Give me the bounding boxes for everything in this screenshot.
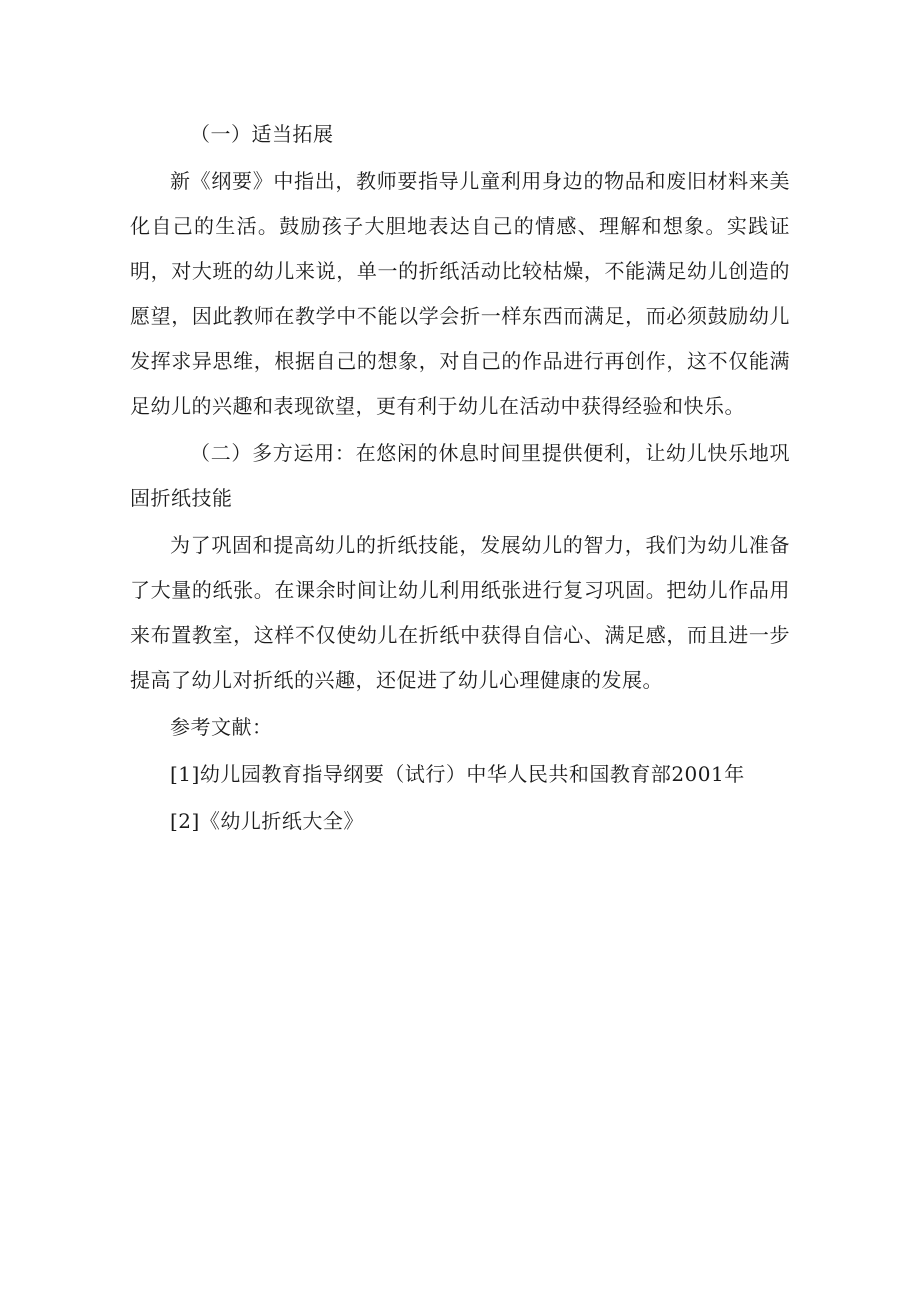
reference-item-1: [1]幼儿园教育指导纲要（试行）中华人民共和国教育部2001年 xyxy=(170,762,745,786)
section-2-heading: （二）多方运用：在悠闲的休息时间里提供便利，让幼儿快乐地巩固折纸技能 xyxy=(130,441,790,510)
section-1-heading: （一）适当拓展 xyxy=(190,122,334,146)
section-2-paragraph: 为了巩固和提高幼儿的折纸技能，发展幼儿的智力，我们为幼儿准备了大量的纸张。在课余时间让幼儿利用纸张进行复习巩固。把幼儿作品用来布置教室，这样不仅使幼儿在折纸中获得自信心、满足感，而且进一步提高了幼儿对折纸的兴趣，还促进了幼儿心理健康的发展。 xyxy=(130,533,790,692)
reference-item-2: [2]《幼儿折纸大全》 xyxy=(170,809,364,833)
section-1-paragraph: 新《纲要》中指出，教师要指导儿童利用身边的物品和废旧材料来美化自己的生活。鼓励孩子大胆地表达自己的情感、理解和想象。实践证明，对大班的幼儿来说，单一的折纸活动比较枯燥，不能满足幼儿创造的愿望，因此教师在教学中不能以学会折一样东西而满足，而必须鼓励幼儿发挥求异思维，根据自己的想象，对自己的作品进行再创作，这不仅能满足幼儿的兴趣和表现欲望，更有利于幼儿在活动中获得经验和快乐。 xyxy=(130,169,790,418)
references-title: 参考文献： xyxy=(170,715,273,739)
document-body xyxy=(130,112,790,844)
